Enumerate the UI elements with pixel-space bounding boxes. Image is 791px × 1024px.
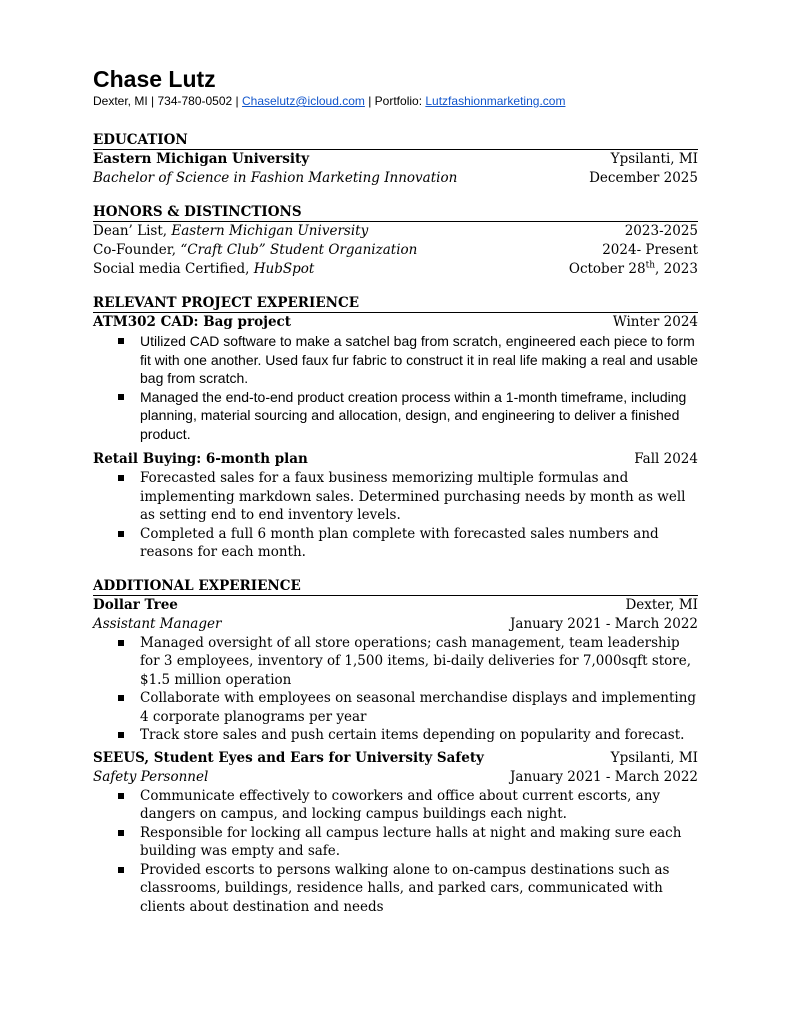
- portfolio-link[interactable]: Lutzfashionmarketing.com: [425, 94, 566, 108]
- honors-section: [93, 204, 698, 279]
- degree-date: December 2025: [589, 170, 698, 186]
- project-bullets: [93, 469, 698, 562]
- project-date: Fall 2024: [634, 451, 698, 467]
- bullet-item: Forecasted sales for a faux business memorizing multiple formulas and implementing markdown sales. Determined purchasing needs by month as well as setting end to end inventory levels.: [140, 469, 698, 525]
- job-role-row: [93, 768, 698, 787]
- project-name: ATM302 CAD: Bag project: [93, 314, 291, 330]
- honor-text: [93, 260, 314, 279]
- portfolio-label: | Portfolio:: [364, 94, 426, 108]
- project-row: [93, 313, 698, 332]
- honor-date: [569, 260, 698, 279]
- honor-org: HubSpot: [253, 261, 315, 277]
- honor-date-year: , 2023: [655, 261, 698, 277]
- school-location: Ypsilanti, MI: [610, 151, 698, 167]
- contact-details: Dexter, MI | 734-780-0502 |: [93, 94, 242, 108]
- bullet-item: Communicate effectively to coworkers and office about current escorts, any dangers on campus, and locking campus buildings each night.: [140, 787, 698, 824]
- bullet-item: Managed oversight of all store operations; cash management, team leadership for 3 employees, inventory of 1,500 items, bi-daily deliveries for 7,000sqft store, $1.5 million operation: [140, 634, 698, 690]
- candidate-name: Chase Lutz: [93, 66, 216, 92]
- honor-text: [93, 222, 368, 241]
- projects-section: [93, 295, 698, 562]
- project-date: Winter 2024: [612, 314, 698, 330]
- bullet-item: Collaborate with employees on seasonal merchandise displays and implementing 4 corporate planograms per year: [140, 690, 697, 725]
- job-location: Ypsilanti, MI: [610, 749, 698, 766]
- honor-label: Dean’ List,: [93, 223, 172, 239]
- education-school-row: [93, 150, 698, 169]
- bullet-item: Completed a full 6 month plan complete with forecasted sales numbers and reasons for each month.: [140, 525, 698, 562]
- job-bullets: [93, 634, 698, 745]
- bullet-item: Utilized CAD software to make a satchel bag from scratch, engineered each piece to form fit with one another. Used faux fur fabric to construct it in real life making a real and usable bag from scratch.: [140, 333, 698, 386]
- job-org: Dollar Tree: [93, 596, 178, 613]
- job-org-row: [93, 749, 698, 768]
- honor-date-suffix: th: [645, 260, 656, 271]
- bullet-item: Responsible for locking all campus lecture halls at night and making sure each building was empty and safe.: [140, 824, 698, 861]
- honor-row: [93, 260, 698, 279]
- school-name: Eastern Michigan University: [93, 151, 310, 167]
- honor-row: [93, 222, 698, 241]
- honor-label: Social media Certified,: [93, 261, 254, 277]
- bullet-item: Managed the end-to-end product creation process within a 1-month timeframe, including planning, material sourcing and allocation, design, and engineering to deliver a finished product.: [140, 388, 698, 444]
- education-section: [93, 132, 698, 188]
- honor-date: 2024- Present: [602, 242, 698, 258]
- degree-name: Bachelor of Science in Fashion Marketing Innovation: [93, 170, 458, 186]
- education-degree-row: [93, 169, 698, 188]
- job-role: Assistant Manager: [93, 615, 222, 632]
- project-bullets: [93, 332, 698, 443]
- bullet-item: Provided escorts to persons walking alone to on-campus destinations such as classrooms, buildings, residence halls, and parked cars, communicated with clients about destination and needs: [140, 861, 698, 917]
- projects-heading: RELEVANT PROJECT EXPERIENCE: [93, 295, 698, 313]
- bullet-item: Track store sales and push certain items depending on popularity and forecast.: [140, 726, 698, 745]
- honors-heading: HONORS & DISTINCTIONS: [93, 204, 698, 222]
- job-bullets: [93, 787, 698, 917]
- job-date: January 2021 - March 2022: [510, 615, 698, 632]
- honor-date-main: October 28: [568, 261, 646, 277]
- project-name: Retail Buying: 6-month plan: [93, 451, 308, 467]
- contact-line: [93, 93, 698, 109]
- honor-date: 2023-2025: [624, 223, 698, 239]
- email-link[interactable]: Chaselutz@icloud.com: [241, 94, 365, 108]
- job-date: January 2021 - March 2022: [510, 768, 698, 785]
- job-location: Dexter, MI: [625, 596, 698, 613]
- education-heading: EDUCATION: [93, 132, 698, 150]
- job-role: Safety Personnel: [93, 768, 209, 785]
- honor-label: Co-Founder,: [93, 242, 181, 258]
- honor-org: “Craft Club” Student Organization: [180, 242, 418, 258]
- additional-heading: ADDITIONAL EXPERIENCE: [93, 578, 698, 596]
- additional-section: [93, 578, 698, 917]
- project-row: [93, 450, 698, 469]
- honor-row: [93, 241, 698, 260]
- job-role-row: [93, 615, 698, 634]
- job-org-row: [93, 596, 698, 615]
- job-org: SEEUS, Student Eyes and Ears for University Safety: [93, 749, 484, 766]
- honor-org: Eastern Michigan University: [171, 223, 369, 239]
- honor-text: [93, 241, 417, 260]
